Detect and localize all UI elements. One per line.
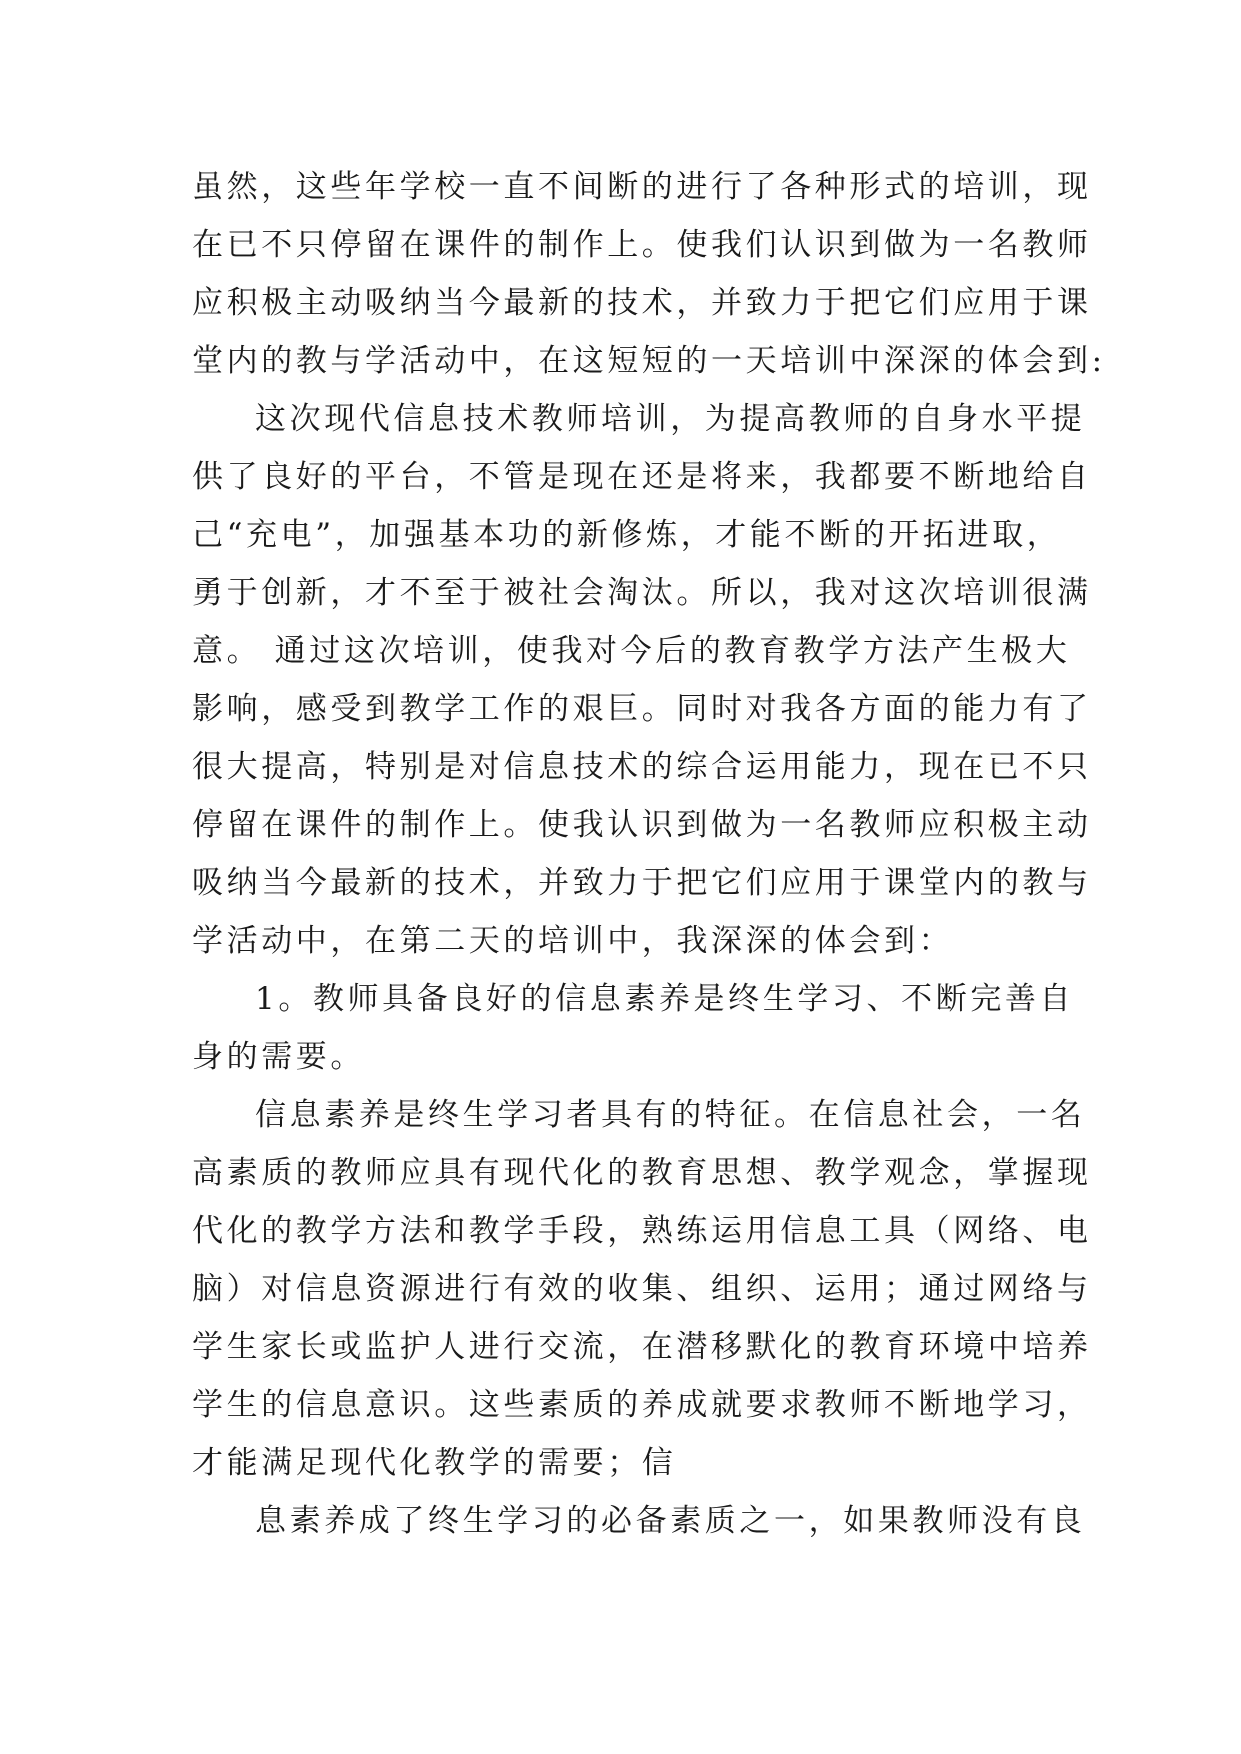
- text-line: 身的需要。: [192, 1039, 365, 1075]
- text-line: 信息素养是终生学习者具有的特征。在信息社会，一名: [255, 1097, 1086, 1133]
- text-line: 这次现代信息技术教师培训，为提高教师的自身水平提: [255, 401, 1086, 437]
- text-line: 脑）对信息资源进行有效的收集、组织、运用；通过网络与: [192, 1271, 1092, 1307]
- text-line: 意。 通过这次培训，使我对今后的教育教学方法产生极大: [192, 633, 1071, 669]
- text-line: 己“充电”，加强基本功的新修炼，才能不断的开拓进取，: [192, 517, 1062, 553]
- text-line: 才能满足现代化教学的需要；信: [192, 1445, 677, 1481]
- text-line: 堂内的教与学活动中，在这短短的一天培训中深深的体会到:: [192, 343, 1106, 379]
- text-line: 吸纳当今最新的技术，并致力于把它们应用于课堂内的教与: [192, 865, 1092, 901]
- text-line: 影响，感受到教学工作的艰巨。同时对我各方面的能力有了: [192, 691, 1092, 727]
- text-line: 1。教师具备良好的信息素养是终生学习、不断完善自: [255, 981, 1075, 1017]
- text-line: 供了良好的平台，不管是现在还是将来，我都要不断地给自: [192, 459, 1092, 495]
- text-line: 应积极主动吸纳当今最新的技术，并致力于把它们应用于课: [192, 285, 1092, 321]
- text-line: 学生的信息意识。这些素质的养成就要求教师不断地学习，: [192, 1387, 1092, 1423]
- text-line: 停留在课件的制作上。使我认识到做为一名教师应积极主动: [192, 807, 1092, 843]
- text-line: 在已不只停留在课件的制作上。使我们认识到做为一名教师: [192, 227, 1092, 263]
- text-line: 代化的教学方法和教学手段，熟练运用信息工具（网络、电: [192, 1213, 1092, 1249]
- text-line: 很大提高，特别是对信息技术的综合运用能力，现在已不只: [192, 749, 1092, 785]
- text-line: 学活动中，在第二天的培训中，我深深的体会到：: [192, 923, 954, 959]
- text-line: 高素质的教师应具有现代化的教育思想、教学观念，掌握现: [192, 1155, 1092, 1191]
- text-line: 息素养成了终生学习的必备素质之一，如果教师没有良: [255, 1503, 1086, 1539]
- text-line: 勇于创新，才不至于被社会淘汰。所以，我对这次培训很满: [192, 575, 1092, 611]
- text-line: 虽然，这些年学校一直不间断的进行了各种形式的培训，现: [192, 169, 1092, 205]
- text-line: 学生家长或监护人进行交流，在潜移默化的教育环境中培养: [192, 1329, 1092, 1365]
